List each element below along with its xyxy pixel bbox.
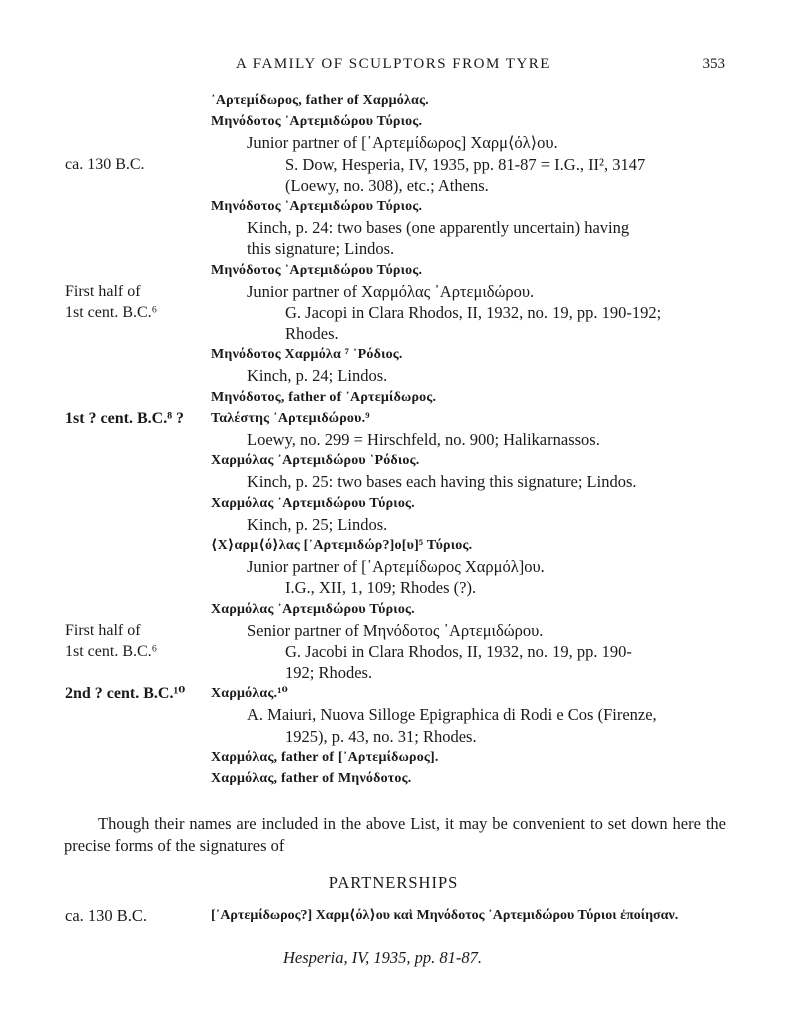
entry-date: 2nd ? cent. B.C.¹⁰ — [65, 685, 186, 703]
entry-text: A. Maiuri, Nuova Silloge Epigraphica di Rodi e Cos (Firenze, — [247, 705, 657, 725]
entry-text-row — [0, 620, 787, 641]
running-title: A FAMILY OF SCULPTORS FROM TYRE — [236, 56, 551, 72]
entry-text: 192; Rhodes. — [285, 663, 373, 683]
entry-text: S. Dow, Hesperia, IV, 1935, pp. 81-87 = I.G., II², 3147 — [285, 154, 646, 174]
sculptor-name: Χαρμόλας ᾿Αρτεμιδώρου ῾Ρόδιος. — [211, 453, 420, 469]
entry-text: Loewy, no. 299 = Hirschfeld, no. 900; Halikarnassos. — [247, 430, 600, 449]
partnership-reference — [283, 947, 482, 969]
entry-text-row — [0, 471, 787, 492]
entry-text: (Loewy, no. 308), etc.; Athens. — [285, 175, 489, 195]
entry-date: 1st ? cent. B.C.⁸ ? — [65, 409, 185, 427]
entry-text: Kinch, p. 24; Lindos. — [247, 366, 388, 386]
entry-date: 1st cent. B.C.⁶ — [65, 642, 158, 660]
entry-name-row — [0, 599, 787, 620]
entry-text-row — [0, 217, 787, 238]
entry-list — [0, 90, 787, 789]
entry-text-row — [0, 662, 787, 683]
entry-text: Kinch, p. 24: two bases (one apparently uncertain) having — [247, 218, 630, 238]
entry-name-row — [0, 111, 787, 132]
sculptor-name: ᾿Αρτεμίδωρος, father of Χαρμόλας. — [211, 93, 429, 108]
entry-name-row — [0, 493, 787, 514]
section-title: PARTNERSHIPS — [328, 873, 459, 892]
entry-date: First half of — [65, 621, 141, 639]
entry-text-row — [0, 175, 787, 196]
entry-text: Kinch, p. 25: two bases each having this signature; Lindos. — [247, 472, 637, 492]
entry-text: G. Jacobi in Clara Rhodos, II, 1932, no. 19, pp. 190- — [285, 641, 632, 661]
sculptor-name: Μηνόδοτος, father of ᾿Αρτεμίδωρος. — [211, 389, 437, 405]
partnership-reference-text: Hesperia, IV, 1935, pp. 81-87. — [283, 948, 483, 967]
partnership-date: ca. 130 B.C. — [65, 906, 148, 925]
entry-text-row — [0, 154, 787, 175]
entry-text: G. Jacopi in Clara Rhodos, II, 1932, no. 19, pp. 190-192; — [285, 302, 662, 322]
sculptor-name: Χαρμόλας ᾿Αρτεμιδώρου Τύριος. — [211, 601, 415, 617]
entry-text-row — [0, 704, 787, 725]
entry-text-row — [0, 429, 787, 450]
paragraph-text: Though their names are included in the above List, it may be convenient to set down here the precise forms of the signatures of — [64, 814, 726, 855]
entry-name-row — [0, 196, 787, 217]
sculptor-name: Μηνόδοτος ᾿Αρτεμιδώρου Τύριος. — [211, 114, 423, 130]
entry-text-row — [0, 281, 787, 302]
entry-name-row — [0, 90, 787, 111]
sculptor-name: Χαρμόλας ᾿Αρτεμιδώρου Τύριος. — [211, 495, 415, 511]
entry-text-row — [0, 726, 787, 747]
sculptor-name: ⟨Χ⟩αρμ⟨ό⟩λας [᾿Αρτεμιδώρ?]ο[υ]⁵ Τύριος. — [211, 537, 473, 553]
entry-name-row — [0, 408, 787, 429]
entry-text-row — [0, 641, 787, 662]
entry-text: 1925), p. 43, no. 31; Rhodes. — [285, 726, 477, 746]
sculptor-name: Μηνόδοτος Χαρμόλα ⁷ ῾Ρόδιος. — [211, 347, 403, 363]
sculptor-name: Χαρμόλας.¹⁰ — [211, 686, 288, 702]
entry-name-row — [0, 260, 787, 281]
sculptor-name: Ταλέστης ᾿Αρτεμιδώρου.⁹ — [211, 410, 370, 426]
sculptor-name: Χαρμόλας, father of [᾿Αρτεμίδωρος]. — [211, 749, 439, 765]
intro-paragraph — [64, 813, 726, 857]
entry-text-row — [0, 556, 787, 577]
partnership-signature: [᾿Αρτεμίδωρος?] Χαρμ⟨όλ⟩ου καὶ Μηνόδοτος ᾿Αρτεμιδώρου Τύριοι ἐποίησαν. — [211, 908, 679, 923]
entry-name-row — [0, 683, 787, 704]
entry-text: Kinch, p. 25; Lindos. — [247, 514, 388, 534]
entry-date: ca. 130 B.C. — [65, 155, 145, 173]
entry-text: Junior partner of Χαρμόλας ᾿Αρτεμιδώρου. — [247, 281, 535, 301]
entry-text-row — [0, 238, 787, 259]
entry-name-row — [0, 450, 787, 471]
entry-text-row — [0, 514, 787, 535]
entry-text: Rhodes. — [285, 324, 339, 344]
entry-text-row — [0, 577, 787, 598]
entry-name-row — [0, 747, 787, 768]
sculptor-name: Μηνόδοτος ᾿Αρτεμιδώρου Τύριος. — [211, 198, 423, 214]
entry-date: First half of — [65, 282, 141, 300]
entry-text-row — [0, 302, 787, 323]
entry-text-row — [0, 132, 787, 153]
entry-name-row — [0, 768, 787, 789]
entry-name-row — [0, 535, 787, 556]
sculptor-name: Χαρμόλας, father of Μηνόδοτος. — [211, 771, 412, 786]
entry-text: Junior partner of [᾿Αρτεμίδωρος Χαρμόλ]ου. — [247, 557, 545, 577]
page-number: 353 — [702, 56, 725, 72]
entry-text-row — [0, 365, 787, 386]
entry-name-row — [0, 387, 787, 408]
entry-text: I.G., XII, 1, 109; Rhodes (?). — [285, 578, 477, 598]
entry-text: Junior partner of [᾿Αρτεμίδωρος] Χαρμ⟨όλ⟩ου. — [247, 133, 558, 153]
sculptor-name: Μηνόδοτος ᾿Αρτεμιδώρου Τύριος. — [211, 262, 423, 278]
running-header — [0, 56, 787, 76]
entry-text: this signature; Lindos. — [247, 239, 395, 259]
entry-text: Senior partner of Μηνόδοτος ᾿Αρτεμιδώρου. — [247, 620, 544, 640]
entry-name-row — [0, 344, 787, 365]
entry-date: 1st cent. B.C.⁶ — [65, 303, 158, 321]
entry-text-row — [0, 323, 787, 344]
